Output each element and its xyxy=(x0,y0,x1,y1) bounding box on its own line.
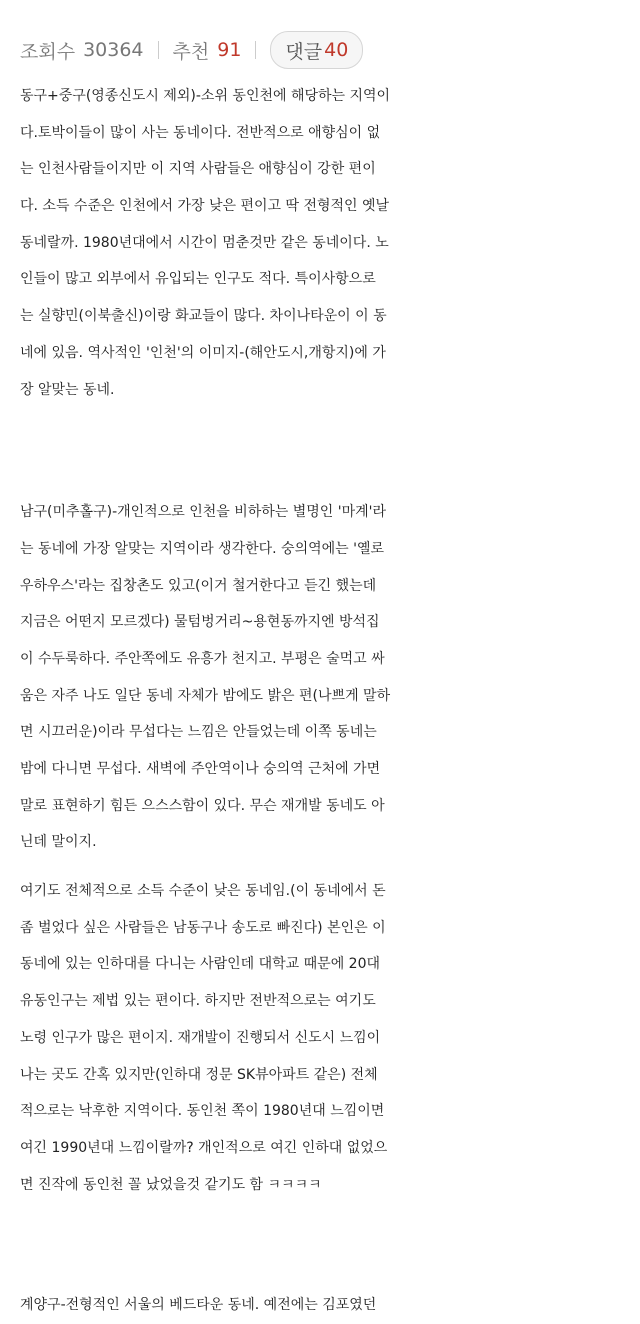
text-line: 적으로는 낙후한 지역이다. 동인천 쪽이 1980년대 느낌이면 xyxy=(20,1103,385,1120)
text-line: 우하우스'라는 집창촌도 있고(이거 철거한다고 듣긴 했는데 xyxy=(20,577,377,594)
text-line: 장 알맞는 동네. xyxy=(20,381,115,398)
text-line: 다.토박이들이 많이 사는 동네이다. 전반적으로 애향심이 없 xyxy=(20,124,381,141)
text-line: 다. 소득 수준은 인천에서 가장 낮은 편이고 딱 전형적인 옛날 xyxy=(20,198,390,215)
text-line: 면 진작에 동인천 꼴 났었을것 같기도 함 ㅋㅋㅋㅋ xyxy=(20,1176,322,1193)
text-line: 남구(미추홀구)-개인적으로 인천을 비하하는 별명인 '마계'라 xyxy=(20,504,387,521)
text-line: 말로 표현하기 힘든 으스스함이 있다. 무슨 재개발 동네도 아 xyxy=(20,797,385,814)
recommend-count-value: 91 xyxy=(217,39,242,61)
post-paragraph xyxy=(20,494,630,861)
text-line: 노령 인구가 많은 편이지. 재개발이 진행되서 신도시 느낌이 xyxy=(20,1029,381,1046)
stats-divider xyxy=(158,41,159,59)
text-line: 계양구-전형적인 서울의 베드타운 동네. 예전에는 김포였던 xyxy=(20,1297,377,1314)
text-line: 는 인천사람들이지만 이 지역 사람들은 애향심이 강한 편이 xyxy=(20,161,376,178)
text-line: 는 동네에 가장 알맞는 지역이라 생각한다. 숭의역에는 '옐로 xyxy=(20,540,385,557)
view-count xyxy=(20,37,144,64)
view-count-value: 30364 xyxy=(83,39,144,61)
recommend-count xyxy=(173,37,242,64)
text-line: 지금은 어떤지 모르겠다) 물텀벙거리~용현동까지엔 방석집 xyxy=(20,614,380,631)
comments-label: 댓글 xyxy=(285,40,323,63)
text-line: 면 시끄러운)이라 무섭다는 느낌은 안들었는데 이쪽 동네는 xyxy=(20,724,377,741)
text-line: 닌데 말이지. xyxy=(20,834,97,851)
text-line: 네에 있음. 역사적인 '인천'의 이미지-(해안도시,개항지)에 가 xyxy=(20,344,386,361)
text-line: 움은 자주 나도 일단 동네 자체가 밤에도 밝은 편(나쁘게 말하 xyxy=(20,687,391,704)
recommend-count-label: 추천 xyxy=(172,40,210,63)
text-line: 좀 벌었다 싶은 사람들은 남동구나 송도로 빠진다) 본인은 이 xyxy=(20,919,386,936)
comments-count: 40 xyxy=(324,39,349,61)
text-line: 밤에 다니면 무섭다. 새벽에 주안역이나 숭의역 근처에 가면 xyxy=(20,761,381,777)
view-count-label: 조회수 xyxy=(20,40,76,63)
stats-divider xyxy=(255,41,256,59)
text-line: 동구+중구(영종신도시 제외)-소위 동인천에 해당하는 지역이 xyxy=(20,88,391,104)
text-line: 여기도 전체적으로 소득 수준이 낮은 동네임.(이 동네에서 돈 xyxy=(20,883,386,900)
post-paragraph xyxy=(20,78,630,408)
text-line: 이 수두룩하다. 주안쪽에도 유흥가 천지고. 부평은 술먹고 싸 xyxy=(20,650,385,667)
text-line: 인들이 많고 외부에서 유입되는 인구도 적다. 특이사항으로 xyxy=(20,271,376,288)
comments-button[interactable] xyxy=(270,31,363,69)
text-line: 동네랄까. 1980년대에서 시간이 멈춘것만 같은 동네이다. 노 xyxy=(20,234,389,251)
post-paragraph xyxy=(20,1287,630,1324)
post-stats-bar xyxy=(20,30,363,70)
post-paragraph xyxy=(20,873,630,1203)
text-line: 동네에 있는 인하대를 다니는 사람인데 대학교 때문에 20대 xyxy=(20,956,381,973)
text-line: 유동인구는 제법 있는 편이다. 하지만 전반적으로는 여기도 xyxy=(20,993,376,1010)
text-line: 나는 곳도 간혹 있지만(인하대 정문 SK뷰아파트 같은) 전체 xyxy=(20,1066,378,1083)
post-body xyxy=(20,78,630,1324)
text-line: 여긴 1990년대 느낌이랄까? 개인적으로 여긴 인하대 없었으 xyxy=(20,1139,388,1156)
text-line: 는 실향민(이북출신)이랑 화교들이 많다. 차이나타운이 이 동 xyxy=(20,308,387,325)
